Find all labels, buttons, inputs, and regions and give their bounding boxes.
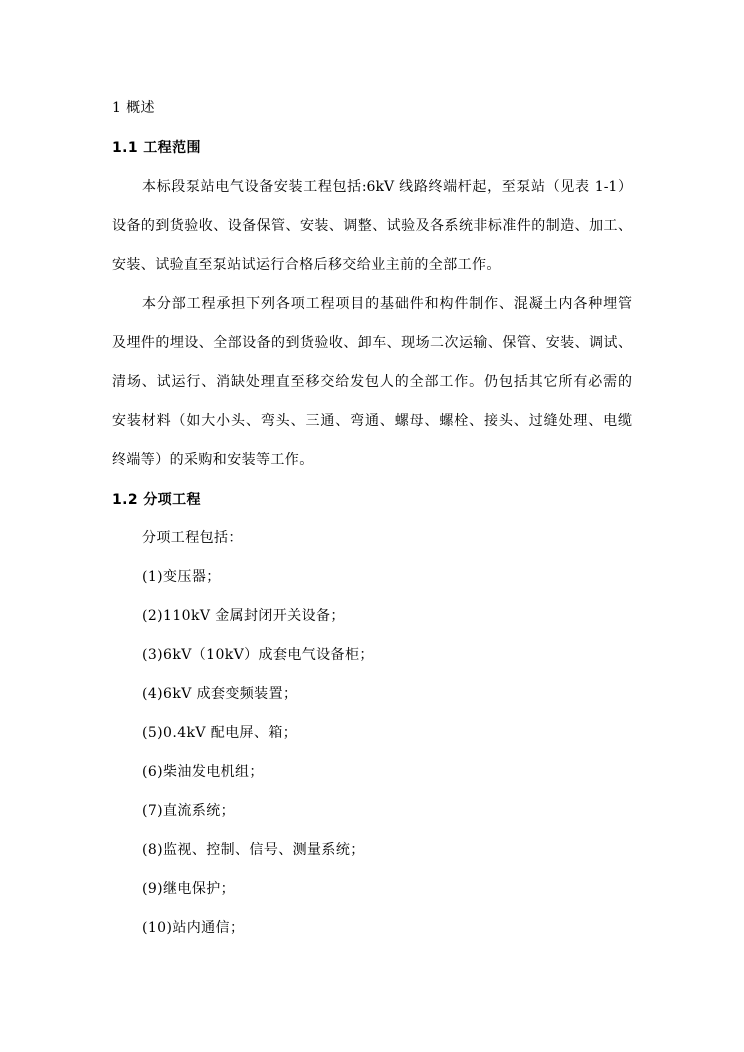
list-item: (9)继电保护； — [142, 881, 236, 897]
paragraph-line: 设备的到货验收、设备保管、安装、调整、试验及各系统非标准件的制造、加工、 — [112, 218, 632, 234]
paragraph-line: 本分部工程承担下列各项工程项目的基础件和构件制作、混凝土内各种埋管 — [142, 296, 632, 312]
paragraph-line: 及埋件的埋设、全部设备的到货验收、卸车、现场二次运输、保管、安装、调试、 — [112, 335, 632, 351]
heading-1-1: 1.1 工程范围 — [112, 140, 201, 156]
heading-1-2: 1.2 分项工程 — [112, 492, 201, 508]
section-title: 1 概述 — [112, 100, 155, 116]
list-item: (3)6kV（10kV）成套电气设备柜； — [142, 647, 374, 663]
list-item: (8)监视、控制、信号、测量系统； — [142, 842, 365, 858]
list-item: (2)110kV 金属封闭开关设备； — [142, 608, 345, 624]
list-item: (6)柴油发电机组； — [142, 764, 264, 780]
list-intro: 分项工程包括： — [142, 530, 243, 546]
list-item: (10)站内通信； — [142, 920, 245, 936]
paragraph-line: 安装材料（如大小头、弯头、三通、弯通、螺母、螺栓、接头、过缝处理、电缆 — [112, 413, 632, 429]
list-item: (4)6kV 成套变频装置； — [142, 686, 298, 702]
list-item: (7)直流系统； — [142, 803, 236, 819]
list-item: (1)变压器； — [142, 569, 221, 585]
paragraph-line: 本标段泵站电气设备安装工程包括:6kV 线路终端杆起，至泵站（见表 1-1） — [142, 179, 632, 195]
paragraph-line: 安装、试验直至泵站试运行合格后移交给业主前的全部工作。 — [112, 257, 501, 273]
paragraph-line: 清场、试运行、消缺处理直至移交给发包人的全部工作。仍包括其它所有必需的 — [112, 374, 632, 390]
paragraph-line: 终端等）的采购和安装等工作。 — [112, 452, 314, 468]
list-item: (5)0.4kV 配电屏、箱； — [142, 725, 298, 741]
